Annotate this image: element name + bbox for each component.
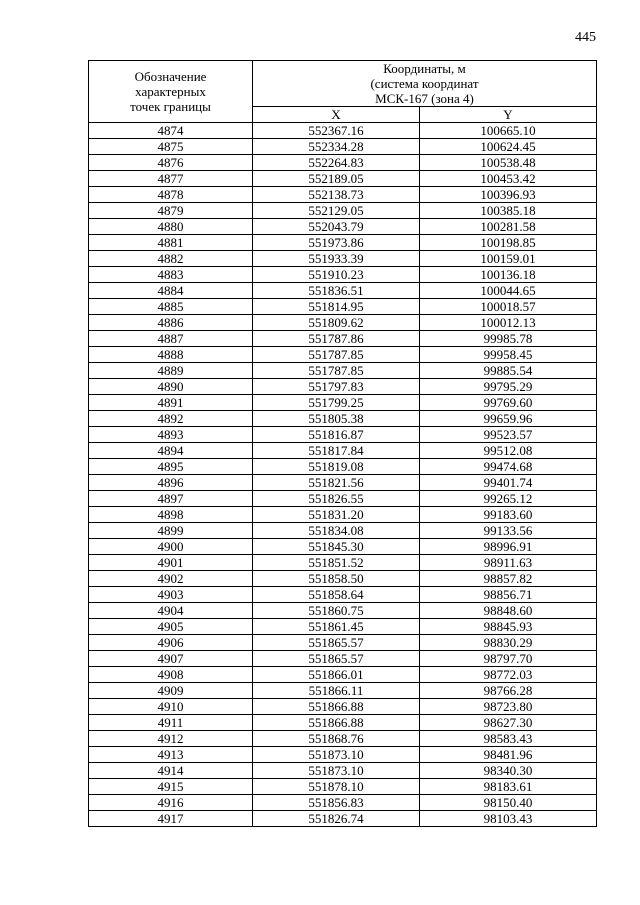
cell-x: 552264.83 xyxy=(253,155,420,171)
coordinates-table xyxy=(88,60,597,827)
cell-x: 552043.79 xyxy=(253,219,420,235)
cell-x: 551787.85 xyxy=(253,363,420,379)
cell-point: 4886 xyxy=(89,315,253,331)
table-row xyxy=(89,779,597,795)
table-row xyxy=(89,475,597,491)
cell-y: 98481.96 xyxy=(420,747,597,763)
table-row xyxy=(89,251,597,267)
cell-x: 552334.28 xyxy=(253,139,420,155)
cell-x: 551787.86 xyxy=(253,331,420,347)
cell-y: 100044.65 xyxy=(420,283,597,299)
table-row xyxy=(89,523,597,539)
header-x: X xyxy=(253,107,420,123)
cell-point: 4889 xyxy=(89,363,253,379)
cell-point: 4916 xyxy=(89,795,253,811)
cell-x: 552129.05 xyxy=(253,203,420,219)
cell-point: 4879 xyxy=(89,203,253,219)
cell-x: 552367.16 xyxy=(253,123,420,139)
cell-y: 99133.56 xyxy=(420,523,597,539)
cell-point: 4882 xyxy=(89,251,253,267)
cell-y: 100538.48 xyxy=(420,155,597,171)
cell-y: 100453.42 xyxy=(420,171,597,187)
table-row xyxy=(89,299,597,315)
cell-point: 4909 xyxy=(89,683,253,699)
cell-y: 98830.29 xyxy=(420,635,597,651)
cell-point: 4875 xyxy=(89,139,253,155)
table-row xyxy=(89,539,597,555)
cell-point: 4890 xyxy=(89,379,253,395)
table-row xyxy=(89,667,597,683)
cell-point: 4912 xyxy=(89,731,253,747)
header-point-designation xyxy=(89,61,253,123)
cell-y: 98627.30 xyxy=(420,715,597,731)
cell-y: 98766.28 xyxy=(420,683,597,699)
header-point-line-2: характерных xyxy=(135,84,206,99)
header-coordinates-group xyxy=(253,61,597,107)
table-row xyxy=(89,347,597,363)
cell-point: 4884 xyxy=(89,283,253,299)
cell-point: 4874 xyxy=(89,123,253,139)
cell-x: 551973.86 xyxy=(253,235,420,251)
cell-x: 551797.83 xyxy=(253,379,420,395)
cell-y: 98996.91 xyxy=(420,539,597,555)
table-row xyxy=(89,699,597,715)
cell-point: 4883 xyxy=(89,267,253,283)
cell-y: 98183.61 xyxy=(420,779,597,795)
table-row xyxy=(89,763,597,779)
table-row xyxy=(89,715,597,731)
table-row xyxy=(89,571,597,587)
table-row xyxy=(89,683,597,699)
cell-x: 551831.20 xyxy=(253,507,420,523)
cell-y: 98772.03 xyxy=(420,667,597,683)
cell-point: 4911 xyxy=(89,715,253,731)
cell-x: 551814.95 xyxy=(253,299,420,315)
table-row xyxy=(89,187,597,203)
cell-point: 4908 xyxy=(89,667,253,683)
cell-y: 98583.43 xyxy=(420,731,597,747)
cell-point: 4881 xyxy=(89,235,253,251)
cell-y: 100385.18 xyxy=(420,203,597,219)
cell-x: 551858.50 xyxy=(253,571,420,587)
cell-point: 4907 xyxy=(89,651,253,667)
header-coords-line-3: МСК-167 (зона 4) xyxy=(375,91,474,106)
cell-point: 4917 xyxy=(89,811,253,827)
cell-y: 100136.18 xyxy=(420,267,597,283)
header-point-line-1: Обозначение xyxy=(134,69,207,84)
table-row xyxy=(89,123,597,139)
table-row xyxy=(89,411,597,427)
cell-y: 100281.58 xyxy=(420,219,597,235)
cell-point: 4903 xyxy=(89,587,253,603)
cell-y: 99985.78 xyxy=(420,331,597,347)
table-row xyxy=(89,651,597,667)
cell-point: 4913 xyxy=(89,747,253,763)
cell-y: 98340.30 xyxy=(420,763,597,779)
table-row xyxy=(89,331,597,347)
cell-x: 551819.08 xyxy=(253,459,420,475)
table-row xyxy=(89,427,597,443)
cell-y: 99265.12 xyxy=(420,491,597,507)
cell-point: 4904 xyxy=(89,603,253,619)
cell-x: 551856.83 xyxy=(253,795,420,811)
cell-x: 551865.57 xyxy=(253,635,420,651)
table-row xyxy=(89,203,597,219)
cell-x: 551858.64 xyxy=(253,587,420,603)
cell-point: 4885 xyxy=(89,299,253,315)
cell-x: 552138.73 xyxy=(253,187,420,203)
cell-y: 98797.70 xyxy=(420,651,597,667)
cell-point: 4900 xyxy=(89,539,253,555)
table-row xyxy=(89,395,597,411)
cell-y: 98150.40 xyxy=(420,795,597,811)
cell-point: 4891 xyxy=(89,395,253,411)
table-row xyxy=(89,459,597,475)
table-row xyxy=(89,491,597,507)
cell-y: 98857.82 xyxy=(420,571,597,587)
table-row xyxy=(89,619,597,635)
table-row xyxy=(89,587,597,603)
cell-y: 99769.60 xyxy=(420,395,597,411)
cell-point: 4876 xyxy=(89,155,253,171)
table-row xyxy=(89,267,597,283)
cell-y: 99523.57 xyxy=(420,427,597,443)
cell-point: 4895 xyxy=(89,459,253,475)
cell-y: 99795.29 xyxy=(420,379,597,395)
table-row xyxy=(89,379,597,395)
cell-point: 4905 xyxy=(89,619,253,635)
cell-point: 4888 xyxy=(89,347,253,363)
cell-y: 100018.57 xyxy=(420,299,597,315)
cell-x: 551866.11 xyxy=(253,683,420,699)
cell-x: 551878.10 xyxy=(253,779,420,795)
cell-x: 551826.55 xyxy=(253,491,420,507)
table-row xyxy=(89,795,597,811)
cell-point: 4914 xyxy=(89,763,253,779)
cell-y: 99474.68 xyxy=(420,459,597,475)
cell-x: 551817.84 xyxy=(253,443,420,459)
cell-point: 4898 xyxy=(89,507,253,523)
header-y: Y xyxy=(420,107,597,123)
cell-point: 4902 xyxy=(89,571,253,587)
table-row xyxy=(89,747,597,763)
cell-y: 98845.93 xyxy=(420,619,597,635)
cell-y: 98103.43 xyxy=(420,811,597,827)
cell-x: 551861.45 xyxy=(253,619,420,635)
cell-point: 4899 xyxy=(89,523,253,539)
cell-x: 551816.87 xyxy=(253,427,420,443)
cell-x: 551851.52 xyxy=(253,555,420,571)
cell-x: 551836.51 xyxy=(253,283,420,299)
header-point-line-3: точек границы xyxy=(130,99,211,114)
header-coords-line-2: (система координат xyxy=(370,76,479,91)
cell-point: 4887 xyxy=(89,331,253,347)
cell-x: 551845.30 xyxy=(253,539,420,555)
cell-y: 99401.74 xyxy=(420,475,597,491)
cell-point: 4897 xyxy=(89,491,253,507)
cell-y: 98856.71 xyxy=(420,587,597,603)
table-row xyxy=(89,731,597,747)
table-row xyxy=(89,139,597,155)
cell-x: 551799.25 xyxy=(253,395,420,411)
cell-point: 4915 xyxy=(89,779,253,795)
cell-y: 100159.01 xyxy=(420,251,597,267)
cell-point: 4880 xyxy=(89,219,253,235)
cell-point: 4877 xyxy=(89,171,253,187)
cell-x: 551873.10 xyxy=(253,747,420,763)
table-row xyxy=(89,155,597,171)
cell-point: 4901 xyxy=(89,555,253,571)
cell-x: 551787.85 xyxy=(253,347,420,363)
cell-x: 551805.38 xyxy=(253,411,420,427)
cell-point: 4896 xyxy=(89,475,253,491)
table-row xyxy=(89,315,597,331)
cell-y: 100198.85 xyxy=(420,235,597,251)
cell-point: 4906 xyxy=(89,635,253,651)
header-coords-line-1: Координаты, м xyxy=(383,61,466,76)
cell-point: 4894 xyxy=(89,443,253,459)
table-row xyxy=(89,283,597,299)
cell-point: 4910 xyxy=(89,699,253,715)
cell-x: 551834.08 xyxy=(253,523,420,539)
cell-point: 4878 xyxy=(89,187,253,203)
cell-y: 98848.60 xyxy=(420,603,597,619)
cell-x: 551809.62 xyxy=(253,315,420,331)
table-row xyxy=(89,811,597,827)
table-row xyxy=(89,443,597,459)
cell-x: 552189.05 xyxy=(253,171,420,187)
cell-x: 551821.56 xyxy=(253,475,420,491)
cell-y: 100396.93 xyxy=(420,187,597,203)
cell-x: 551910.23 xyxy=(253,267,420,283)
cell-y: 98911.63 xyxy=(420,555,597,571)
cell-x: 551866.88 xyxy=(253,715,420,731)
table-header xyxy=(89,61,597,123)
cell-point: 4892 xyxy=(89,411,253,427)
table-row xyxy=(89,555,597,571)
cell-x: 551826.74 xyxy=(253,811,420,827)
cell-x: 551873.10 xyxy=(253,763,420,779)
table-row xyxy=(89,171,597,187)
cell-y: 99958.45 xyxy=(420,347,597,363)
cell-point: 4893 xyxy=(89,427,253,443)
table-row xyxy=(89,235,597,251)
table-row xyxy=(89,507,597,523)
cell-y: 98723.80 xyxy=(420,699,597,715)
cell-x: 551866.88 xyxy=(253,699,420,715)
cell-y: 99183.60 xyxy=(420,507,597,523)
table-row xyxy=(89,603,597,619)
cell-y: 99512.08 xyxy=(420,443,597,459)
table-body xyxy=(89,123,597,827)
cell-x: 551868.76 xyxy=(253,731,420,747)
cell-x: 551865.57 xyxy=(253,651,420,667)
cell-y: 100624.45 xyxy=(420,139,597,155)
table-row xyxy=(89,635,597,651)
cell-x: 551866.01 xyxy=(253,667,420,683)
cell-x: 551860.75 xyxy=(253,603,420,619)
table-row xyxy=(89,219,597,235)
table-row xyxy=(89,363,597,379)
cell-x: 551933.39 xyxy=(253,251,420,267)
cell-y: 100012.13 xyxy=(420,315,597,331)
cell-y: 100665.10 xyxy=(420,123,597,139)
cell-y: 99885.54 xyxy=(420,363,597,379)
page-number: 445 xyxy=(575,30,596,45)
cell-y: 99659.96 xyxy=(420,411,597,427)
